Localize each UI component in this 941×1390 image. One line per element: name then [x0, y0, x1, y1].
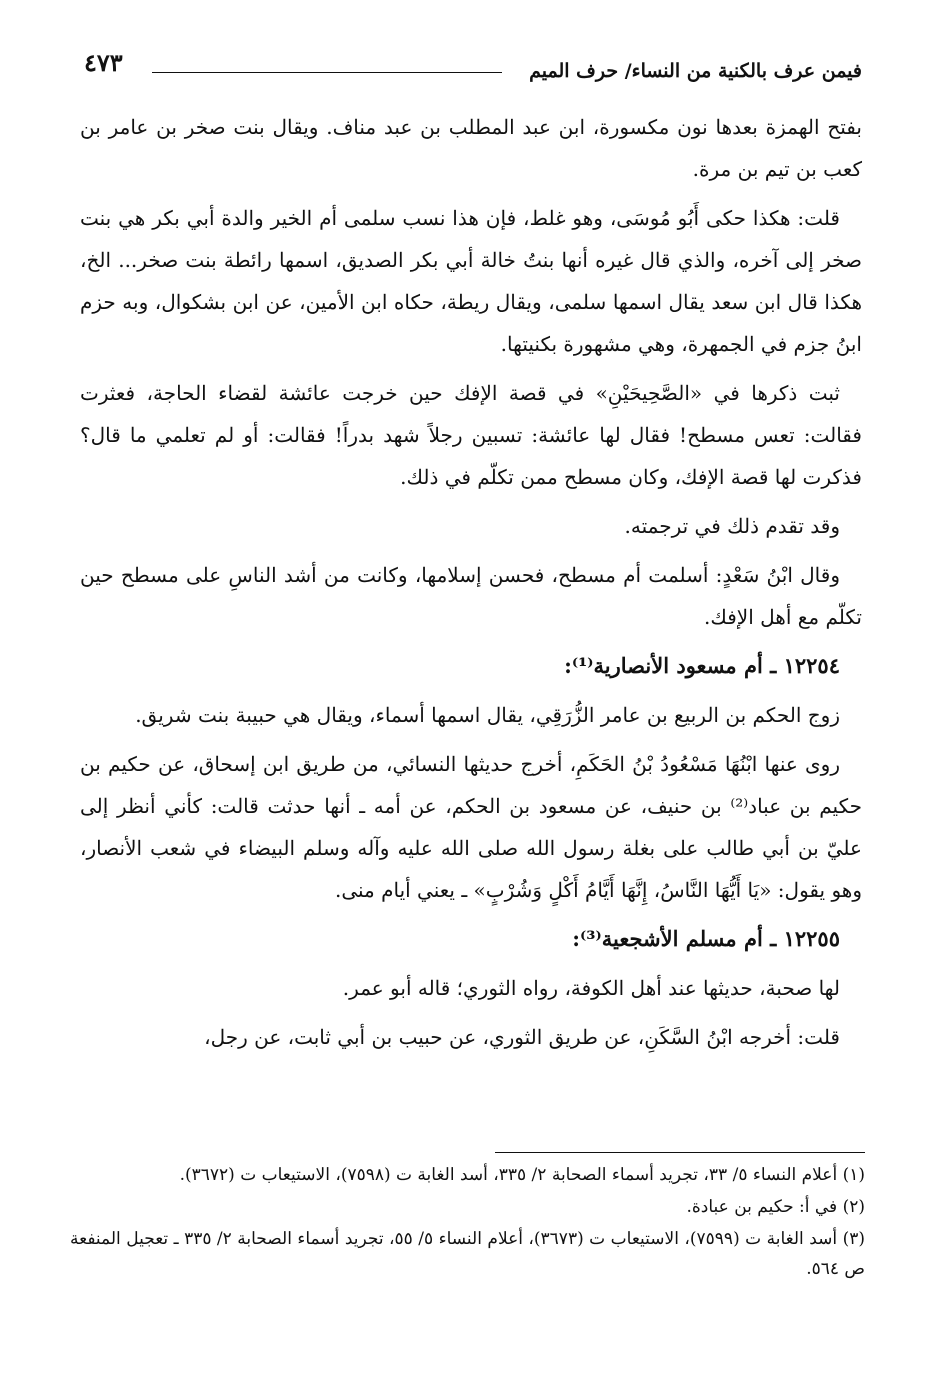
footnote-3: (٣) أسد الغابة ت (٧٥٩٩)، الاستيعاب ت (٣٦٧٣)، أعلام النساء ٥/ ٥٥، تجريد أسماء الصحابة ٢/ ٣٣٥ ـ تعجيل المنفعة ص ٥٦٤. — [70, 1229, 865, 1279]
footnote-separator — [495, 1152, 865, 1153]
footnote-2: (٢) في أ: حكيم بن عبادة. — [686, 1197, 865, 1217]
paragraph-7: روى عنها ابْنُهَا مَسْعُودُ بْنُ الحَكَمِ، أخرج حديثها النسائي، من طريق ابن إسحاق، عن حكيم بن حكيم بن عباد⁽²⁾ بن حنيف، عن مسعود بن الحكم، عن أمه ـ أنها حدثت قالت: كأني أنظر إلى عليّ بن أبي طالب على بغلة رسول الله صلى الله عليه وآله وسلم البيضاء في شعب الأنصار، وهو يقول: «يَا أَيُّهَا النَّاسُ، إِنَّهَا أَيَّامُ أَكْلٍ وَشُرْبٍ» ـ يعني أيام منى. — [80, 752, 862, 902]
entry-heading-12254: ١٢٢٥٤ ـ أم مسعود الأنصارية⁽¹⁾: — [564, 653, 840, 678]
entry-heading-12255: ١٢٢٥٥ ـ أم مسلم الأشجعية⁽³⁾: — [572, 926, 840, 951]
paragraph-3: ثبت ذكرها في «الصَّحِيحَيْنِ» في قصة الإفك حين خرجت عائشة لقضاء الحاجة، فعثرت فقالت: تعس مسطح! فقال لها عائشة: تسبين رجلاً شهد بدراً! فقالت: أو لم تعلمي ما قال؟ فذكرت لها قصة الإفك، وكان مسطح ممن تكلّم في ذلك. — [80, 381, 862, 489]
footnote-1: (١) أعلام النساء ٥/ ٣٣، تجريد أسماء الصحابة ٢/ ٣٣٥، أسد الغابة ت (٧٥٩٨)، الاستيعاب ت (٣٦٧٢). — [179, 1165, 865, 1185]
page-header — [80, 36, 862, 86]
running-title: فيمن عرف بالكنية من النساء/ حرف الميم — [529, 60, 862, 82]
paragraph-8: لها صحبة، حديثها عند أهل الكوفة، رواه الثوري؛ قاله أبو عمر. — [342, 976, 840, 1000]
paragraph-2: قلت: هكذا حكى أَبُو مُوسَى، وهو غلط، فإن هذا نسب سلمى أم الخير والدة أبي بكر هي بنت صخر إلى آخره، والذي قال غيره أنها بنتُ خالة أبي بكر الصديق، اسمها رائطة بنت صخر... الخ، هكذا قال ابن سعد يقال اسمها سلمى، ويقال ريطة، حكاه ابن الأمين، عن ابن بشكوال، وبه حزم ابنُ جزم في الجمهرة، وهي مشهورة بكنيتها. — [80, 206, 862, 356]
paragraph-6: زوج الحكم بن الربيع بن عامر الزُّرَقِي، يقال اسمها أسماء، ويقال هي حبيبة بنت شريق. — [135, 703, 840, 727]
paragraph-5: وقال ابْنُ سَعْدٍ: أسلمت أم مسطح، فحسن إسلامها، وكانت من أشد الناسِ على مسطح حين تكلّم مع أهل الإفك. — [80, 563, 862, 629]
paragraph-9: قلت: أخرجه ابْنُ السَّكَنِ، عن طريق الثوري، عن حبيب بن أبي ثابت، عن رجل، — [204, 1025, 840, 1049]
header-rule — [152, 72, 502, 73]
page-number: ٤٧٣ — [84, 48, 123, 77]
footnotes — [70, 1160, 865, 1286]
paragraph-1: بفتح الهمزة بعدها نون مكسورة، ابن عبد المطلب بن عبد مناف. ويقال بنت صخر بن عامر بن كعب بن تيم بن مرة. — [80, 115, 862, 181]
main-text — [80, 106, 862, 1065]
paragraph-4: وقد تقدم ذلك في ترجمته. — [624, 514, 840, 538]
